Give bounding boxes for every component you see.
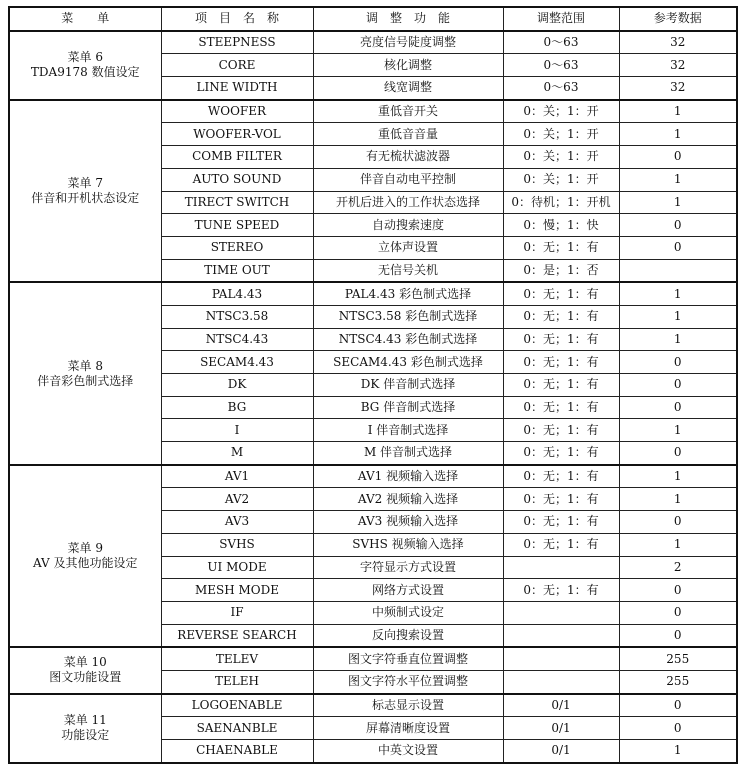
range-cell: 0：慢；1：快 bbox=[503, 214, 619, 237]
table-row bbox=[9, 465, 737, 488]
function-cell: BG 伴音制式选择 bbox=[313, 396, 503, 419]
menu-group-title bbox=[9, 31, 161, 100]
function-cell: 中频制式设定 bbox=[313, 601, 503, 624]
reference-value-cell: 32 bbox=[619, 31, 737, 54]
reference-value-cell: 0 bbox=[619, 717, 737, 740]
reference-value-cell: 1 bbox=[619, 191, 737, 214]
function-cell: 网络方式设置 bbox=[313, 579, 503, 602]
reference-value-cell: 1 bbox=[619, 305, 737, 328]
menu-group-title bbox=[9, 647, 161, 693]
item-name-cell: AUTO SOUND bbox=[161, 168, 313, 191]
item-name-cell: TELEV bbox=[161, 647, 313, 670]
range-cell: 0/1 bbox=[503, 717, 619, 740]
reference-value-cell bbox=[619, 259, 737, 282]
reference-value-cell: 2 bbox=[619, 556, 737, 579]
menu-group-title bbox=[9, 465, 161, 648]
reference-value-cell: 1 bbox=[619, 123, 737, 146]
function-cell: 核化调整 bbox=[313, 54, 503, 77]
item-name-cell: AV1 bbox=[161, 465, 313, 488]
function-cell: 反向搜索设置 bbox=[313, 624, 503, 647]
reference-value-cell: 1 bbox=[619, 282, 737, 305]
item-name-cell: NTSC4.43 bbox=[161, 328, 313, 351]
function-cell: 立体声设置 bbox=[313, 236, 503, 259]
reference-value-cell: 0 bbox=[619, 579, 737, 602]
item-name-cell: STEREO bbox=[161, 236, 313, 259]
table-row bbox=[9, 647, 737, 670]
item-name-cell: WOOFER bbox=[161, 100, 313, 123]
function-cell: 线宽调整 bbox=[313, 77, 503, 100]
range-cell: 0：无；1：有 bbox=[503, 488, 619, 511]
range-cell: 0：关；1：开 bbox=[503, 123, 619, 146]
function-cell: 亮度信号陡度调整 bbox=[313, 31, 503, 54]
header-range: 调整范围 bbox=[503, 7, 619, 31]
menu-group-title-line: 菜单 8 bbox=[67, 358, 103, 373]
function-cell: 重低音音量 bbox=[313, 123, 503, 146]
menu-group-title-line: 伴音彩色制式选择 bbox=[37, 373, 134, 388]
function-cell: NTSC3.58 彩色制式选择 bbox=[313, 305, 503, 328]
range-cell: 0：无；1：有 bbox=[503, 579, 619, 602]
settings-table bbox=[8, 6, 738, 764]
range-cell: 0：无；1：有 bbox=[503, 282, 619, 305]
range-cell: 0：无；1：有 bbox=[503, 533, 619, 556]
function-cell: 有无梳状滤波器 bbox=[313, 146, 503, 169]
menu-group-title bbox=[9, 694, 161, 763]
range-cell: 0：无；1：有 bbox=[503, 419, 619, 442]
reference-value-cell: 255 bbox=[619, 670, 737, 693]
reference-value-cell: 32 bbox=[619, 54, 737, 77]
range-cell bbox=[503, 556, 619, 579]
item-name-cell: IF bbox=[161, 601, 313, 624]
table-body bbox=[9, 31, 737, 763]
function-cell: 中英文设置 bbox=[313, 740, 503, 763]
function-cell: AV3 视频输入选择 bbox=[313, 511, 503, 534]
function-cell: PAL4.43 彩色制式选择 bbox=[313, 282, 503, 305]
item-name-cell: LINE WIDTH bbox=[161, 77, 313, 100]
reference-value-cell: 1 bbox=[619, 488, 737, 511]
reference-value-cell: 1 bbox=[619, 740, 737, 763]
table-row bbox=[9, 282, 737, 305]
table-row bbox=[9, 31, 737, 54]
function-cell: M 伴音制式选择 bbox=[313, 442, 503, 465]
function-cell: 字符显示方式设置 bbox=[313, 556, 503, 579]
reference-value-cell: 1 bbox=[619, 328, 737, 351]
range-cell: 0：无；1：有 bbox=[503, 374, 619, 397]
menu-group-title-line: 图文功能设置 bbox=[49, 670, 122, 685]
range-cell: 0～63 bbox=[503, 31, 619, 54]
range-cell: 0：关；1：开 bbox=[503, 146, 619, 169]
table-header bbox=[9, 7, 737, 31]
reference-value-cell: 1 bbox=[619, 465, 737, 488]
item-name-cell: MESH MODE bbox=[161, 579, 313, 602]
menu-group-title-line: 功能设定 bbox=[61, 728, 110, 743]
function-cell: 无信号关机 bbox=[313, 259, 503, 282]
menu-group-title-line: 菜单 9 bbox=[67, 541, 103, 555]
menu-group-title-line: 菜单 7 bbox=[67, 176, 103, 190]
reference-value-cell: 0 bbox=[619, 694, 737, 717]
range-cell: 0：无；1：有 bbox=[503, 396, 619, 419]
item-name-cell: TIRECT SWITCH bbox=[161, 191, 313, 214]
menu-group-title bbox=[9, 282, 161, 465]
function-cell: 开机后进入的工作状态选择 bbox=[313, 191, 503, 214]
reference-value-cell: 1 bbox=[619, 100, 737, 123]
item-name-cell: CORE bbox=[161, 54, 313, 77]
function-cell: 图文字符垂直位置调整 bbox=[313, 647, 503, 670]
header-reference: 参考数据 bbox=[619, 7, 737, 31]
function-cell: 重低音开关 bbox=[313, 100, 503, 123]
range-cell: 0：无；1：有 bbox=[503, 305, 619, 328]
menu-group-title-line: 菜单 6 bbox=[67, 50, 103, 65]
function-cell: SVHS 视频输入选择 bbox=[313, 533, 503, 556]
range-cell bbox=[503, 624, 619, 647]
reference-value-cell: 255 bbox=[619, 647, 737, 670]
function-cell: AV1 视频输入选择 bbox=[313, 465, 503, 488]
menu-group-title-line: 菜单 11 bbox=[63, 713, 107, 728]
reference-value-cell: 0 bbox=[619, 214, 737, 237]
range-cell: 0：关；1：开 bbox=[503, 168, 619, 191]
range-cell bbox=[503, 647, 619, 670]
item-name-cell: SAENANBLE bbox=[161, 717, 313, 740]
menu-group-title-line: 伴音和开机状态设定 bbox=[31, 191, 140, 205]
menu-group-title-line: TDA9178 数值设定 bbox=[30, 65, 140, 80]
menu-group-title-line: 菜单 10 bbox=[63, 655, 107, 670]
item-name-cell: SECAM4.43 bbox=[161, 351, 313, 374]
range-cell: 0：无；1：有 bbox=[503, 236, 619, 259]
item-name-cell: COMB FILTER bbox=[161, 146, 313, 169]
item-name-cell: TUNE SPEED bbox=[161, 214, 313, 237]
item-name-cell: AV3 bbox=[161, 511, 313, 534]
item-name-cell: STEEPNESS bbox=[161, 31, 313, 54]
reference-value-cell: 0 bbox=[619, 374, 737, 397]
table-row bbox=[9, 100, 737, 123]
header-item-name: 项 目 名 称 bbox=[161, 7, 313, 31]
item-name-cell: I bbox=[161, 419, 313, 442]
range-cell: 0：无；1：有 bbox=[503, 328, 619, 351]
range-cell: 0～63 bbox=[503, 77, 619, 100]
range-cell: 0：无；1：有 bbox=[503, 351, 619, 374]
range-cell: 0/1 bbox=[503, 694, 619, 717]
range-cell: 0：无；1：有 bbox=[503, 442, 619, 465]
reference-value-cell: 0 bbox=[619, 396, 737, 419]
function-cell: 图文字符水平位置调整 bbox=[313, 670, 503, 693]
menu-group-title bbox=[9, 100, 161, 283]
reference-value-cell: 1 bbox=[619, 419, 737, 442]
item-name-cell: TIME OUT bbox=[161, 259, 313, 282]
range-cell: 0：关；1：开 bbox=[503, 100, 619, 123]
range-cell bbox=[503, 670, 619, 693]
reference-value-cell: 1 bbox=[619, 533, 737, 556]
reference-value-cell: 0 bbox=[619, 624, 737, 647]
range-cell: 0～63 bbox=[503, 54, 619, 77]
function-cell: DK 伴音制式选择 bbox=[313, 374, 503, 397]
reference-value-cell: 0 bbox=[619, 146, 737, 169]
item-name-cell: NTSC3.58 bbox=[161, 305, 313, 328]
range-cell: 0/1 bbox=[503, 740, 619, 763]
range-cell: 0：无；1：有 bbox=[503, 465, 619, 488]
item-name-cell: UI MODE bbox=[161, 556, 313, 579]
function-cell: SECAM4.43 彩色制式选择 bbox=[313, 351, 503, 374]
item-name-cell: LOGOENABLE bbox=[161, 694, 313, 717]
function-cell: 屏幕清晰度设置 bbox=[313, 717, 503, 740]
range-cell: 0：无；1：有 bbox=[503, 511, 619, 534]
item-name-cell: WOOFER-VOL bbox=[161, 123, 313, 146]
item-name-cell: M bbox=[161, 442, 313, 465]
item-name-cell: TELEH bbox=[161, 670, 313, 693]
reference-value-cell: 0 bbox=[619, 236, 737, 259]
range-cell: 0：是；1：否 bbox=[503, 259, 619, 282]
reference-value-cell: 1 bbox=[619, 168, 737, 191]
reference-value-cell: 32 bbox=[619, 77, 737, 100]
range-cell bbox=[503, 601, 619, 624]
header-row bbox=[9, 7, 737, 31]
reference-value-cell: 0 bbox=[619, 442, 737, 465]
header-menu: 菜 单 bbox=[9, 7, 161, 31]
reference-value-cell: 0 bbox=[619, 351, 737, 374]
menu-group-title-line: AV 及其他功能设定 bbox=[32, 556, 138, 570]
range-cell: 0：待机；1：开机 bbox=[503, 191, 619, 214]
reference-value-cell: 0 bbox=[619, 511, 737, 534]
function-cell: NTSC4.43 彩色制式选择 bbox=[313, 328, 503, 351]
function-cell: I 伴音制式选择 bbox=[313, 419, 503, 442]
function-cell: 标志显示设置 bbox=[313, 694, 503, 717]
item-name-cell: PAL4.43 bbox=[161, 282, 313, 305]
item-name-cell: REVERSE SEARCH bbox=[161, 624, 313, 647]
table-row bbox=[9, 694, 737, 717]
item-name-cell: AV2 bbox=[161, 488, 313, 511]
function-cell: 自动搜索速度 bbox=[313, 214, 503, 237]
function-cell: 伴音自动电平控制 bbox=[313, 168, 503, 191]
item-name-cell: BG bbox=[161, 396, 313, 419]
function-cell: AV2 视频输入选择 bbox=[313, 488, 503, 511]
header-function: 调 整 功 能 bbox=[313, 7, 503, 31]
item-name-cell: DK bbox=[161, 374, 313, 397]
item-name-cell: CHAENABLE bbox=[161, 740, 313, 763]
item-name-cell: SVHS bbox=[161, 533, 313, 556]
reference-value-cell: 0 bbox=[619, 601, 737, 624]
